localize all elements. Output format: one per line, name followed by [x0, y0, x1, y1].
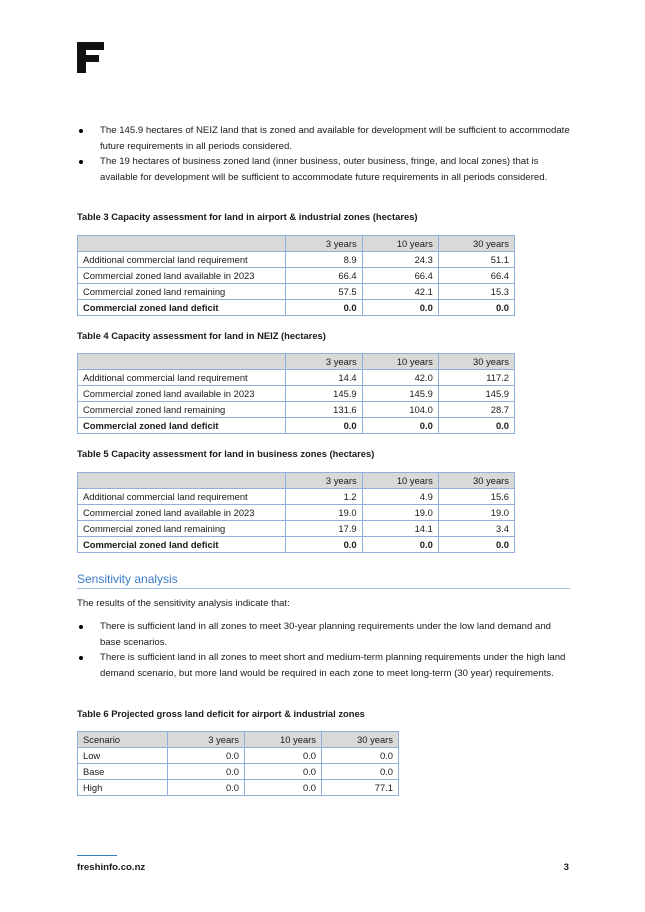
bullet-item: There is sufficient land in all zones to meet 30-year planning requirements under the low land demand and base scenarios. [77, 619, 571, 650]
cell-value: 77.1 [322, 780, 399, 796]
row-label: Commercial zoned land available in 2023 [78, 268, 286, 284]
table-row-deficit [78, 300, 515, 316]
cell-value: 0.0 [168, 780, 245, 796]
cell-value: 66.4 [438, 268, 514, 284]
cell-value: 19.0 [362, 505, 438, 521]
header-cell: 3 years [286, 473, 362, 489]
cell-value: 51.1 [438, 252, 514, 268]
cell-value: 0.0 [322, 764, 399, 780]
header-cell: Scenario [78, 732, 168, 748]
table3-caption: Table 3 Capacity assessment for land in airport & industrial zones (hectares) [77, 211, 418, 222]
cell-value: 42.1 [362, 284, 438, 300]
row-label: Low [78, 748, 168, 764]
cell-value: 57.5 [286, 284, 362, 300]
cell-value: 3.4 [438, 521, 514, 537]
bullet-item: The 145.9 hectares of NEIZ land that is zoned and available for development will be sufficient to accommodate future requirements in all periods considered. [77, 123, 577, 154]
freshinfo-logo-icon [77, 42, 104, 73]
table-row [78, 284, 515, 300]
sensitivity-bullet-list [77, 619, 571, 681]
cell-value: 0.0 [286, 300, 362, 316]
section-heading: Sensitivity analysis [77, 572, 570, 589]
cell-value: 19.0 [286, 505, 362, 521]
cell-value: 66.4 [286, 268, 362, 284]
header-cell: 30 years [438, 354, 514, 370]
cell-value: 14.4 [286, 370, 362, 386]
footer-website: freshinfo.co.nz [77, 862, 146, 873]
row-label: Additional commercial land requirement [78, 252, 286, 268]
page-number: 3 [563, 862, 569, 873]
cell-value: 0.0 [362, 300, 438, 316]
table-row [78, 268, 515, 284]
row-label: Commercial zoned land remaining [78, 521, 286, 537]
header-cell: 3 years [168, 732, 245, 748]
table-row [78, 402, 515, 418]
bullet-item: There is sufficient land in all zones to meet short and medium-term planning requirements under the high land demand scenario, but more land would be required in each zone to meet long-term (30 year) requirements. [77, 650, 571, 681]
bullet-dot-icon [79, 656, 83, 660]
table5-caption: Table 5 Capacity assessment for land in business zones (hectares) [77, 448, 375, 459]
table-header-row [78, 236, 515, 252]
cell-value: 0.0 [322, 748, 399, 764]
table-row [78, 521, 515, 537]
cell-value: 0.0 [362, 537, 438, 553]
table-row [78, 748, 399, 764]
cell-value: 19.0 [438, 505, 514, 521]
cell-value: 145.9 [286, 386, 362, 402]
row-label: Additional commercial land requirement [78, 370, 286, 386]
row-label: Base [78, 764, 168, 780]
header-cell: 10 years [362, 354, 438, 370]
cell-value: 145.9 [362, 386, 438, 402]
sensitivity-intro: The results of the sensitivity analysis indicate that: [77, 598, 290, 609]
cell-value: 104.0 [362, 402, 438, 418]
footer-divider [77, 855, 117, 856]
cell-value: 117.2 [438, 370, 514, 386]
cell-value: 0.0 [168, 764, 245, 780]
table3 [77, 235, 515, 316]
header-cell [78, 236, 286, 252]
row-label: Commercial zoned land remaining [78, 402, 286, 418]
cell-value: 66.4 [362, 268, 438, 284]
cell-value: 4.9 [362, 489, 438, 505]
cell-value: 15.3 [438, 284, 514, 300]
bullet-dot-icon [79, 129, 83, 133]
table-row-deficit [78, 418, 515, 434]
table-row [78, 252, 515, 268]
header-cell: 3 years [286, 354, 362, 370]
cell-value: 15.6 [438, 489, 514, 505]
cell-value: 145.9 [438, 386, 514, 402]
cell-value: 0.0 [245, 780, 322, 796]
cell-value: 0.0 [168, 748, 245, 764]
cell-value: 14.1 [362, 521, 438, 537]
cell-value: 0.0 [438, 300, 514, 316]
header-cell: 3 years [286, 236, 362, 252]
row-label: Commercial zoned land available in 2023 [78, 505, 286, 521]
cell-value: 131.6 [286, 402, 362, 418]
header-cell: 30 years [438, 473, 514, 489]
table-header-row [78, 732, 399, 748]
row-label: Additional commercial land requirement [78, 489, 286, 505]
table-row [78, 386, 515, 402]
header-cell: 30 years [438, 236, 514, 252]
cell-value: 0.0 [362, 418, 438, 434]
row-label: Commercial zoned land deficit [78, 300, 286, 316]
table-row [78, 780, 399, 796]
row-label: Commercial zoned land deficit [78, 537, 286, 553]
table-header-row [78, 473, 515, 489]
cell-value: 1.2 [286, 489, 362, 505]
bullet-dot-icon [79, 160, 83, 164]
table6-caption: Table 6 Projected gross land deficit for airport & industrial zones [77, 708, 365, 719]
table4 [77, 353, 515, 434]
table-row [78, 370, 515, 386]
cell-value: 0.0 [245, 748, 322, 764]
cell-value: 17.9 [286, 521, 362, 537]
header-cell: 10 years [362, 473, 438, 489]
cell-value: 0.0 [245, 764, 322, 780]
cell-value: 0.0 [286, 418, 362, 434]
table6 [77, 731, 399, 796]
header-cell: 10 years [245, 732, 322, 748]
cell-value: 0.0 [286, 537, 362, 553]
row-label: Commercial zoned land deficit [78, 418, 286, 434]
summary-bullet-list [77, 123, 577, 185]
cell-value: 28.7 [438, 402, 514, 418]
table-row-deficit [78, 537, 515, 553]
table5 [77, 472, 515, 553]
table-row [78, 764, 399, 780]
cell-value: 0.0 [438, 537, 514, 553]
bullet-item: The 19 hectares of business zoned land (inner business, outer business, fringe, and local zones) that is available for development will be sufficient to accommodate future requirements in all periods considered. [77, 154, 577, 185]
row-label: High [78, 780, 168, 796]
cell-value: 42.0 [362, 370, 438, 386]
table-row [78, 489, 515, 505]
table4-caption: Table 4 Capacity assessment for land in NEIZ (hectares) [77, 330, 326, 341]
cell-value: 0.0 [438, 418, 514, 434]
cell-value: 8.9 [286, 252, 362, 268]
row-label: Commercial zoned land available in 2023 [78, 386, 286, 402]
table-row [78, 505, 515, 521]
cell-value: 24.3 [362, 252, 438, 268]
header-cell [78, 354, 286, 370]
header-cell [78, 473, 286, 489]
header-cell: 10 years [362, 236, 438, 252]
header-cell: 30 years [322, 732, 399, 748]
table-header-row [78, 354, 515, 370]
bullet-dot-icon [79, 625, 83, 629]
row-label: Commercial zoned land remaining [78, 284, 286, 300]
